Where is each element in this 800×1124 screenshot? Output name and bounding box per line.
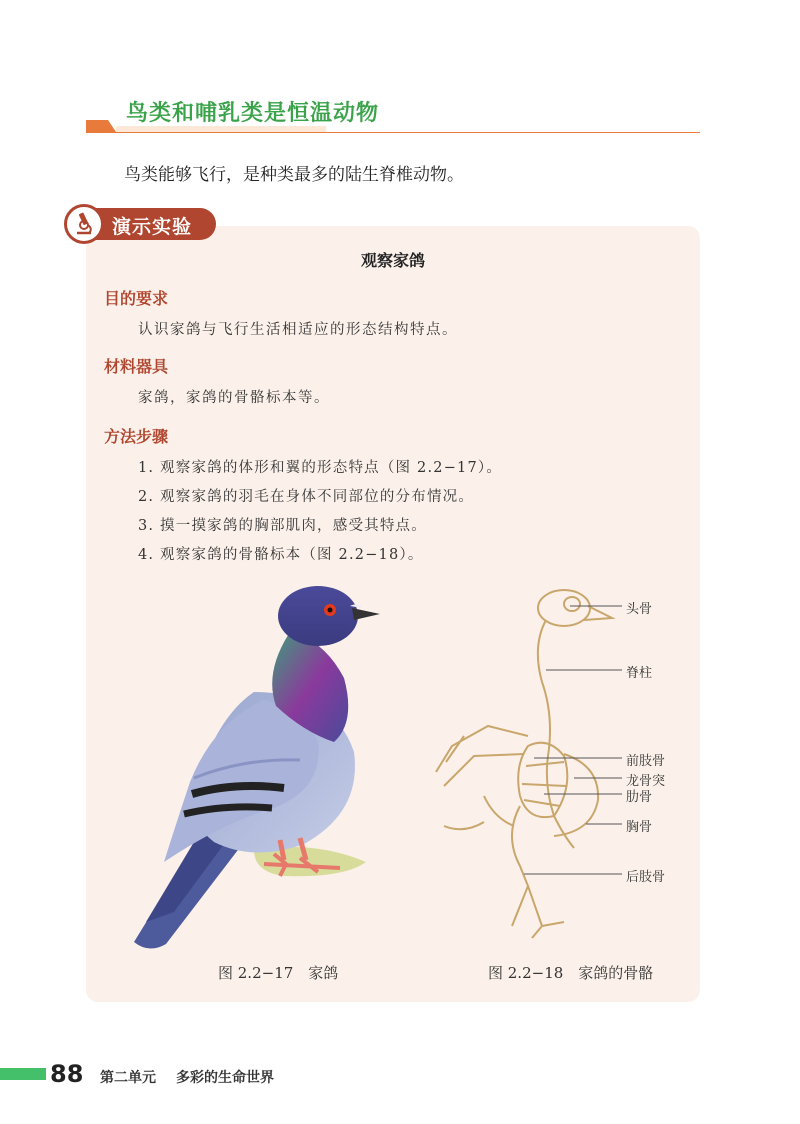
demo-badge <box>64 204 216 244</box>
label-ribs: 肋骨 <box>626 790 653 805</box>
skeleton-illustration <box>424 586 624 946</box>
footer-unit: 第二单元 <box>100 1070 156 1086</box>
experiment-title: 观察家鸽 <box>360 251 425 270</box>
materials-text: 家鸽，家鸽的骨骼标本等。 <box>138 390 330 406</box>
label-spine: 脊柱 <box>626 666 653 681</box>
label-hindlimb: 后肢骨 <box>626 870 666 885</box>
label-keel: 龙骨突 <box>626 774 666 789</box>
page-number: 88 <box>50 1060 84 1088</box>
method-step-1: 1. 观察家鸽的体形和翼的形态特点（图 2.2−17）。 <box>138 460 503 476</box>
demo-badge-label: 演示实验 <box>112 216 193 238</box>
method-step-3: 3. 摸一摸家鸽的胸部肌肉，感受其特点。 <box>138 518 427 534</box>
purpose-heading: 目的要求 <box>104 289 169 308</box>
heading-rule <box>86 132 700 133</box>
pigeon-illustration <box>104 582 394 958</box>
intro-paragraph: 鸟类能够飞行，是种类最多的陆生脊椎动物。 <box>124 165 464 185</box>
method-step-2: 2. 观察家鸽的羽毛在身体不同部位的分布情况。 <box>138 489 475 505</box>
label-sternum: 胸骨 <box>626 820 653 835</box>
pigeon-caption: 图 2.2−17 家鸽 <box>218 964 339 982</box>
purpose-text: 认识家鸽与飞行生活相适应的形态结构特点。 <box>138 322 458 338</box>
skeleton-caption: 图 2.2−18 家鸽的骨骼 <box>488 964 654 982</box>
method-heading: 方法步骤 <box>104 427 169 446</box>
microscope-icon <box>67 207 101 241</box>
footer-unit-title: 多彩的生命世界 <box>176 1070 274 1086</box>
label-forelimb: 前肢骨 <box>626 754 666 769</box>
section-heading: 鸟类和哺乳类是恒温动物 <box>126 101 380 126</box>
demo-badge-circle <box>64 204 104 244</box>
label-skull: 头骨 <box>626 602 653 617</box>
footer-accent-bar <box>0 1068 46 1080</box>
method-step-4: 4. 观察家鸽的骨骼标本（图 2.2−18）。 <box>138 547 424 563</box>
materials-heading: 材料器具 <box>104 357 169 376</box>
